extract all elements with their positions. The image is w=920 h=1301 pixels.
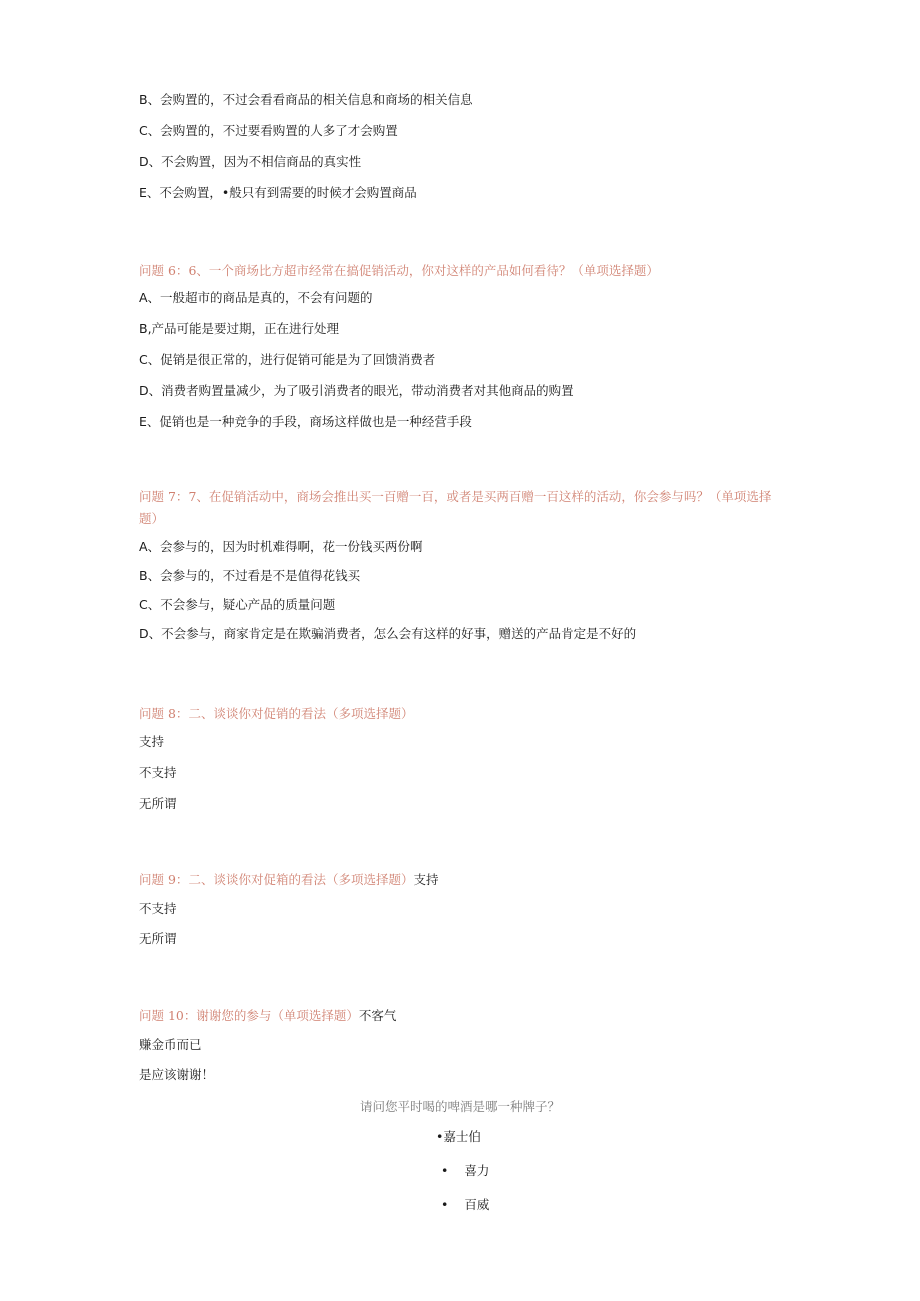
brand-label: 喜力	[464, 1163, 490, 1178]
q6-title	[139, 263, 659, 279]
q6-option-b: B,产品可能是要过期，正在进行处理	[139, 321, 340, 336]
q6-text: 6、一个商场比方超市经常在搞促销活动，你对这样的产品如何看待？（单项选择题）	[188, 263, 659, 278]
brand-label: 百威	[464, 1197, 490, 1212]
q6-option-d: D、消费者购置量减少，为了吸引消费者的眼光，带动消费者对其他商品的购置	[139, 383, 574, 398]
brand-label: 嘉士伯	[443, 1129, 481, 1144]
bullet-icon: •	[441, 1197, 449, 1212]
q10-text: 谢谢您的参与（单项选择题）	[196, 1008, 359, 1023]
beer-brand-heineken	[441, 1163, 489, 1179]
q10-inline-option: 不客气	[358, 1008, 397, 1023]
q8-option-support: 支持	[139, 734, 165, 749]
q9-text: 二、谈谈你对促箱的看法（多项选择题）	[188, 872, 414, 887]
q7-option-b: B、会参与的，不过看是不是值得花钱买	[139, 568, 361, 583]
q6-option-a: A、一般超市的商品是真的，不会有问题的	[139, 290, 373, 305]
q5-option-b: B、会购置的，不过会看看商品的相关信息和商场的相关信息	[139, 92, 473, 107]
q6-label: 问题 6：	[139, 263, 189, 278]
q10-label: 问题 10：	[139, 1008, 197, 1023]
bullet-icon: •	[441, 1163, 449, 1178]
beer-brand-carlsberg	[436, 1129, 481, 1145]
bullet-icon: •	[436, 1129, 444, 1144]
q9-inline-option: 支持	[413, 872, 439, 887]
q7-label: 问题 7：	[139, 489, 189, 504]
q8-text: 二、谈谈你对促销的看法（多项选择题）	[188, 706, 414, 721]
q6-option-e: E、促销也是一种竞争的手段，商场这样做也是一种经营手段	[139, 414, 472, 429]
q9-option-not-support: 不支持	[139, 901, 177, 916]
q5-option-c: C、会购置的，不过要看购置的人多了才会购置	[139, 123, 398, 138]
beer-question: 请问您平时喝的啤酒是哪一种牌子？	[359, 1099, 560, 1114]
q8-option-indifferent: 无所谓	[139, 796, 177, 811]
q10-title	[139, 1008, 396, 1024]
q5-option-e: E、不会购置，•般只有到需要的时候才会购置商品	[139, 185, 417, 200]
q7-title	[139, 486, 779, 530]
q7-text: 7、在促销活动中，商场会推出买一百赠一百，或者是买两百赠一百这样的活动，你会参与吗？（单项选择题）	[139, 489, 772, 526]
q8-title	[139, 706, 413, 722]
q7-option-c: C、不会参与，疑心产品的质量问题	[139, 597, 336, 612]
q9-label: 问题 9：	[139, 872, 189, 887]
q8-label: 问题 8：	[139, 706, 189, 721]
q8-option-not-support: 不支持	[139, 765, 177, 780]
q7-option-a: A、会参与的，因为时机难得啊，花一份钱买两份啊	[139, 539, 423, 554]
q10-option-thanks: 是应该谢谢！	[139, 1067, 215, 1082]
q6-option-c: C、促销是很正常的，进行促销可能是为了回馈消费者	[139, 352, 436, 367]
q9-option-indifferent: 无所谓	[139, 931, 177, 946]
q10-option-coins: 赚金币而已	[139, 1037, 202, 1052]
q7-option-d: D、不会参与，商家肯定是在欺骗消费者，怎么会有这样的好事，赠送的产品肯定是不好的	[139, 626, 637, 641]
q9-title	[139, 872, 438, 888]
beer-brand-budweiser	[441, 1197, 489, 1213]
q5-option-d: D、不会购置，因为不相信商品的真实性	[139, 154, 362, 169]
